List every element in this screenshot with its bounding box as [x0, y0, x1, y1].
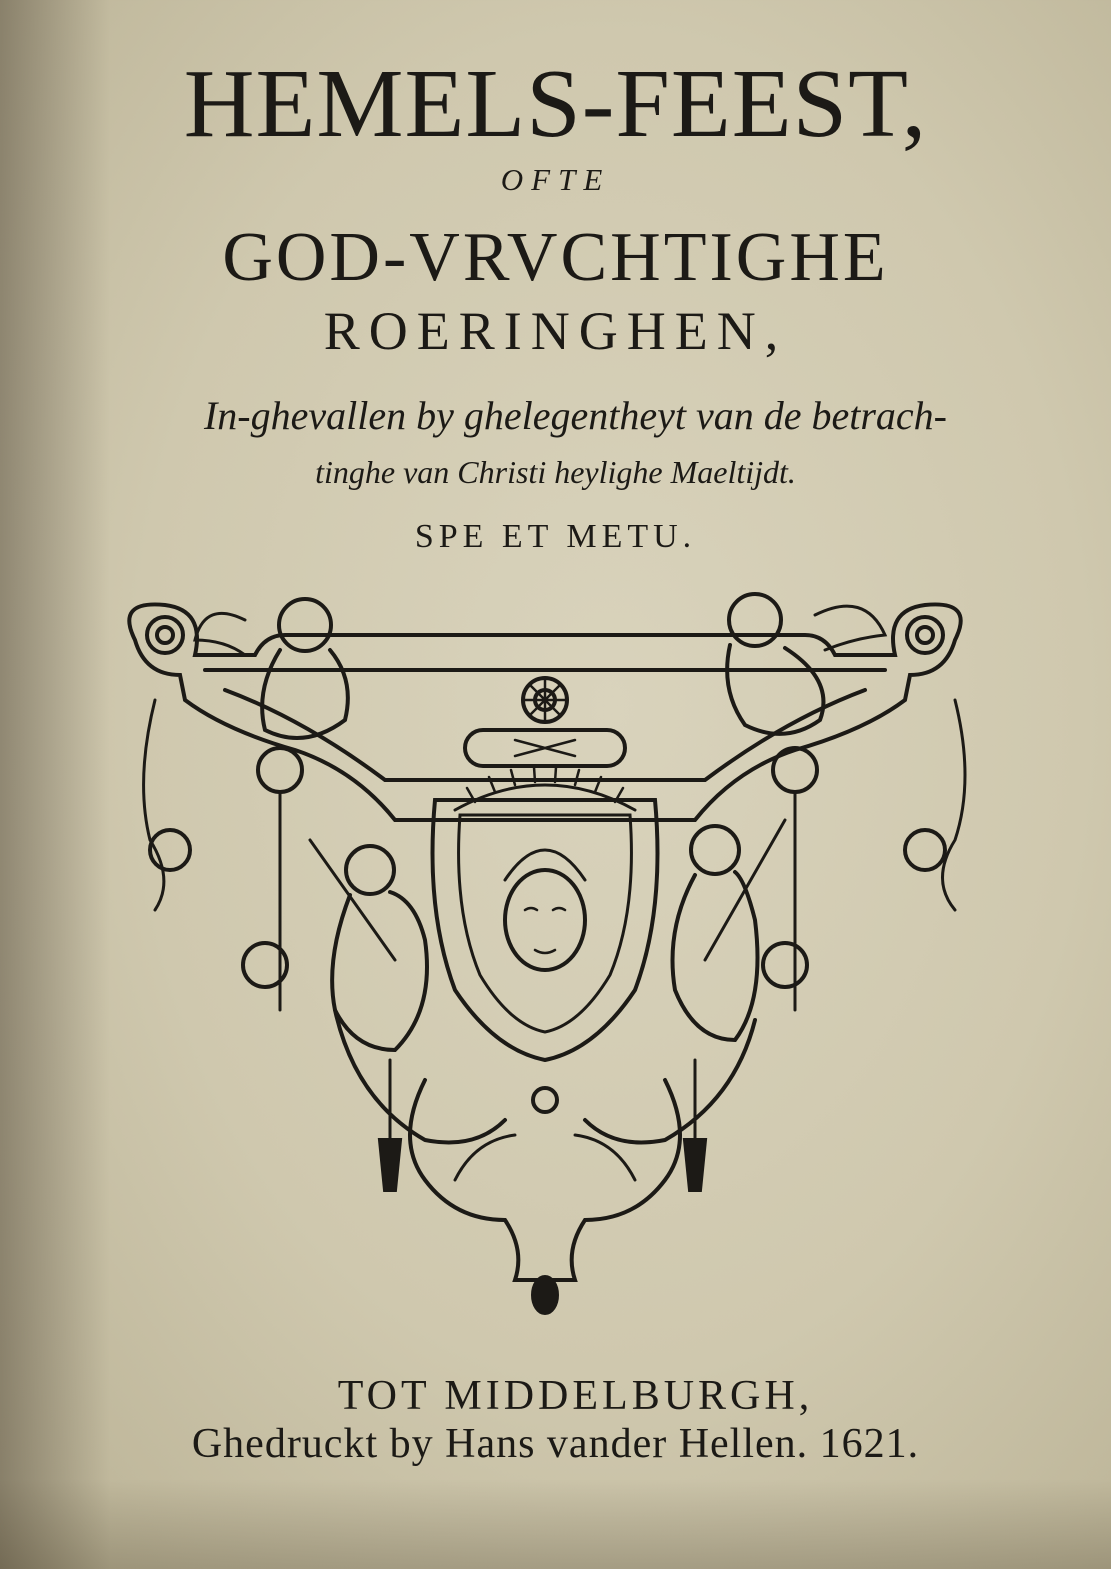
book-title: HEMELS-FEEST,: [183, 50, 928, 158]
description-line-1: In-ghevallen by ghelegentheyt van de betrach-: [203, 393, 947, 438]
description-line-2: tinghe van Christi heylighe Maeltijdt.: [315, 454, 796, 490]
motto: SPE ET METU.: [414, 518, 697, 555]
page-shadow-bottom: [0, 1479, 1111, 1569]
imprint-place: TOT MIDDELBURGH,: [337, 1373, 814, 1419]
subtitle-line-1: GOD-VRVCHTIGHE: [222, 219, 889, 296]
conjunction: OFTE: [500, 162, 611, 197]
imprint-printer: Ghedruckt by Hans vander Hellen. 1621.: [191, 1421, 920, 1467]
printers-device-ornament: [95, 580, 995, 1320]
subtitle-line-2: ROERINGHEN,: [323, 301, 788, 361]
